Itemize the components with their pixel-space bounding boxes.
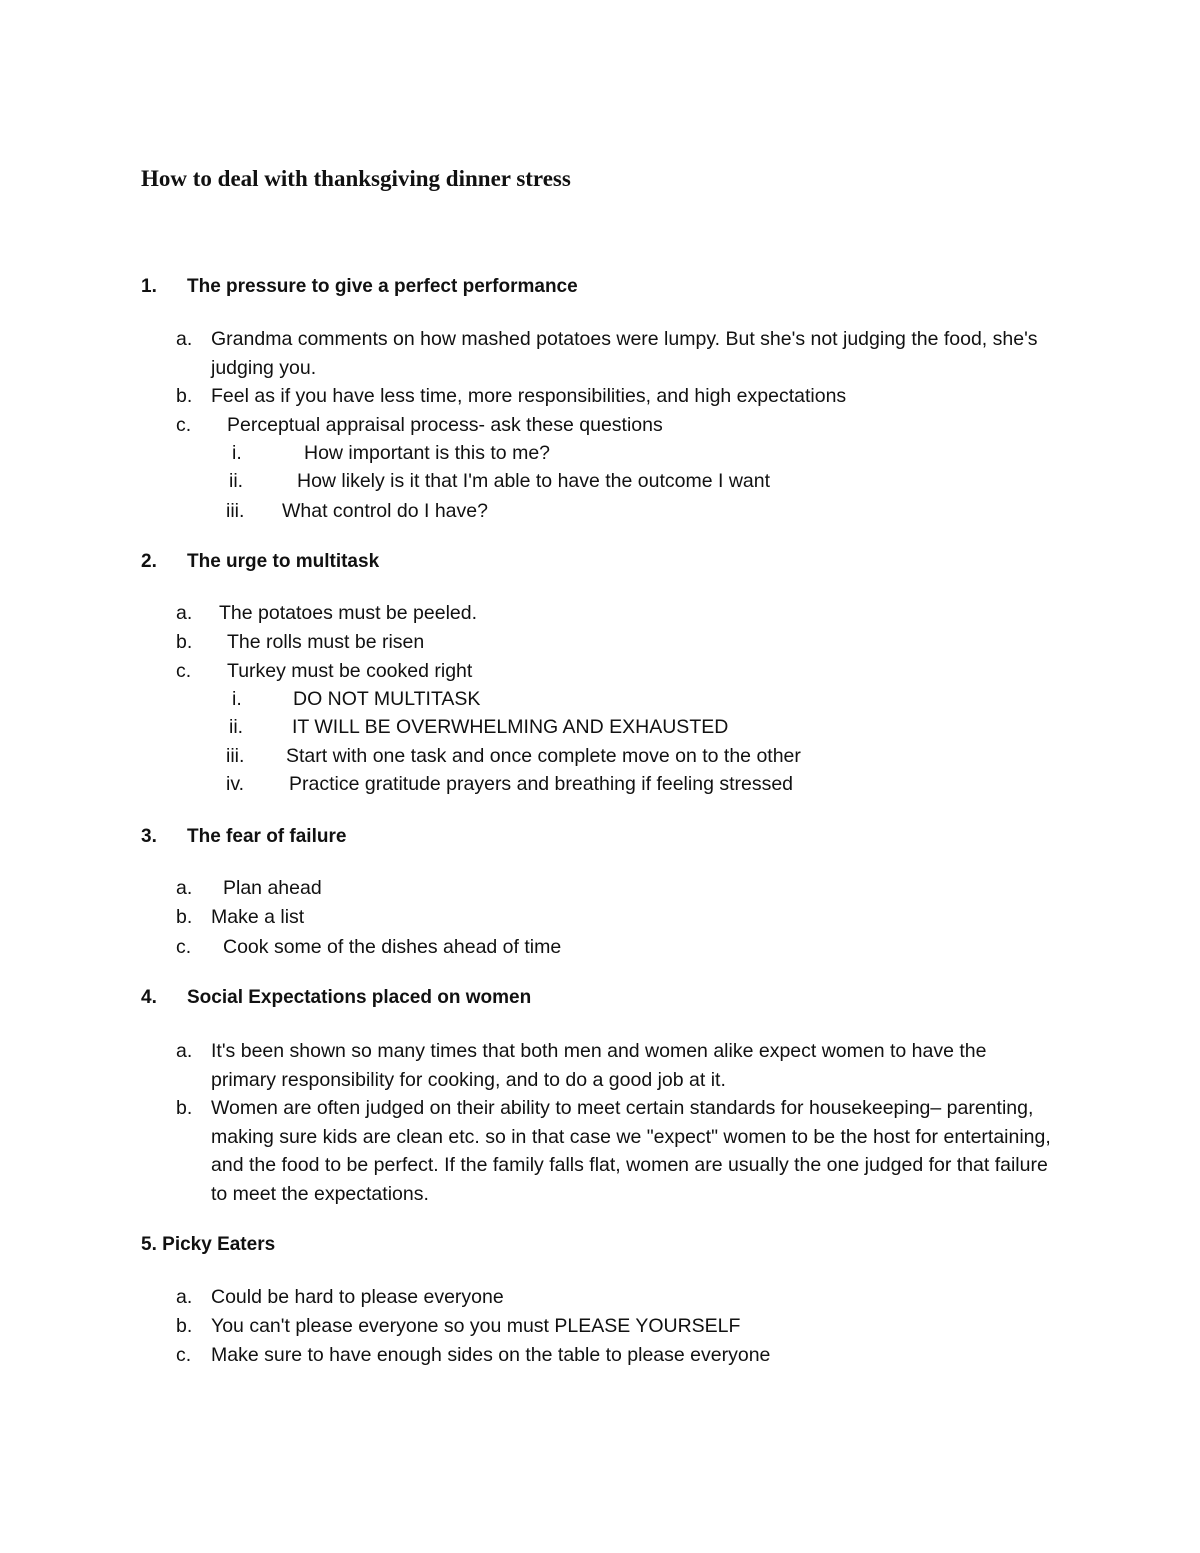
- item-text: Plan ahead: [223, 877, 322, 899]
- sub-item-marker: iii.: [226, 500, 245, 522]
- item-marker: b.: [176, 631, 193, 653]
- list-item: [176, 1037, 1056, 1094]
- section-number: 1.: [141, 276, 157, 297]
- item-text: Perceptual appraisal process- ask these questions: [227, 414, 663, 436]
- item-marker: c.: [176, 414, 192, 436]
- section-title: The pressure to give a perfect performance: [187, 276, 578, 297]
- sub-item-text: How important is this to me?: [304, 442, 551, 464]
- item-marker: b.: [176, 385, 193, 407]
- item-text: Cook some of the dishes ahead of time: [223, 936, 562, 958]
- item-text: Women are often judged on their ability to meet certain standards for housekeeping– parenting, making sure kids are clean etc. so in that case we "expect" women to be the host for entertaining, and the food to be perfect. If the family falls flat, women are usually the one judged for that failure to meet the expectations.: [211, 1097, 1051, 1205]
- item-marker: a.: [176, 328, 193, 350]
- sub-item-text: Start with one task and once complete move on to the other: [286, 745, 801, 767]
- item-marker: c.: [176, 936, 192, 958]
- item-text: Grandma comments on how mashed potatoes were lumpy. But she's not judging the food, she's judging you.: [211, 328, 1038, 379]
- list-item: [176, 1094, 1056, 1208]
- item-marker: a.: [176, 877, 193, 899]
- sub-item: [232, 439, 551, 468]
- item-text: Make a list: [211, 906, 305, 928]
- item-text: Turkey must be cooked right: [227, 660, 473, 682]
- sub-item-text: What control do I have?: [282, 500, 488, 522]
- sub-item: [226, 770, 794, 799]
- sub-item-marker: i.: [232, 442, 242, 464]
- item-marker: a.: [176, 1040, 193, 1062]
- list-item: [176, 411, 1056, 440]
- item-marker: c.: [176, 660, 192, 682]
- sub-item: [229, 713, 729, 742]
- sub-item: [232, 685, 481, 714]
- section-number: 3.: [141, 826, 157, 847]
- sub-item: [226, 742, 801, 771]
- list-item: [176, 599, 1056, 628]
- item-text: Could be hard to please everyone: [211, 1286, 504, 1308]
- section-number: 5.: [141, 1234, 157, 1255]
- sub-item-marker: ii.: [229, 470, 244, 492]
- item-text: You can't please everyone so you must PLEASE YOURSELF: [211, 1315, 741, 1337]
- sub-item-marker: iii.: [226, 745, 245, 767]
- list-item: [176, 1312, 1056, 1341]
- item-marker: a.: [176, 1286, 193, 1308]
- list-item: [176, 1283, 1056, 1312]
- list-item: [176, 1341, 1056, 1370]
- list-item: [176, 874, 1056, 903]
- sub-item-text: DO NOT MULTITASK: [293, 688, 481, 710]
- section-heading: [141, 551, 379, 573]
- sub-item-text: IT WILL BE OVERWHELMING AND EXHAUSTED: [292, 716, 729, 738]
- item-text: Make sure to have enough sides on the table to please everyone: [211, 1344, 771, 1366]
- list-item: [176, 628, 1056, 657]
- section-title: The fear of failure: [187, 826, 347, 847]
- sub-item: [226, 497, 488, 526]
- section-heading: [141, 987, 531, 1009]
- item-text: It's been shown so many times that both men and women alike expect women to have the primary responsibility for cooking, and to do a good job at it.: [211, 1040, 987, 1091]
- document-title: How to deal with thanksgiving dinner stress: [141, 166, 571, 191]
- section-heading: [141, 826, 346, 848]
- sub-item-text: How likely is it that I'm able to have the outcome I want: [297, 470, 771, 492]
- sub-item-marker: i.: [232, 688, 242, 710]
- item-text: Feel as if you have less time, more responsibilities, and high expectations: [211, 385, 847, 407]
- sub-item-text: Practice gratitude prayers and breathing if feeling stressed: [289, 773, 794, 795]
- section-heading: [141, 1234, 275, 1256]
- sub-item-marker: iv.: [226, 773, 245, 795]
- item-marker: c.: [176, 1344, 192, 1366]
- list-item: [176, 903, 1056, 932]
- sub-item-marker: ii.: [229, 716, 244, 738]
- section-number: 2.: [141, 551, 157, 572]
- item-text: The rolls must be risen: [227, 631, 425, 653]
- list-item: [176, 933, 1056, 962]
- section-title: Picky Eaters: [162, 1234, 276, 1255]
- item-marker: b.: [176, 906, 193, 928]
- list-item: [176, 657, 1056, 686]
- item-marker: a.: [176, 602, 193, 624]
- list-item: [176, 382, 1056, 411]
- list-item: [176, 325, 1056, 382]
- section-title: The urge to multitask: [187, 551, 380, 572]
- section-heading: [141, 276, 578, 298]
- item-text: The potatoes must be peeled.: [219, 602, 478, 624]
- section-number: 4.: [141, 987, 157, 1008]
- section-title: Social Expectations placed on women: [187, 987, 532, 1008]
- sub-item: [229, 467, 771, 496]
- item-marker: b.: [176, 1097, 193, 1119]
- item-marker: b.: [176, 1315, 193, 1337]
